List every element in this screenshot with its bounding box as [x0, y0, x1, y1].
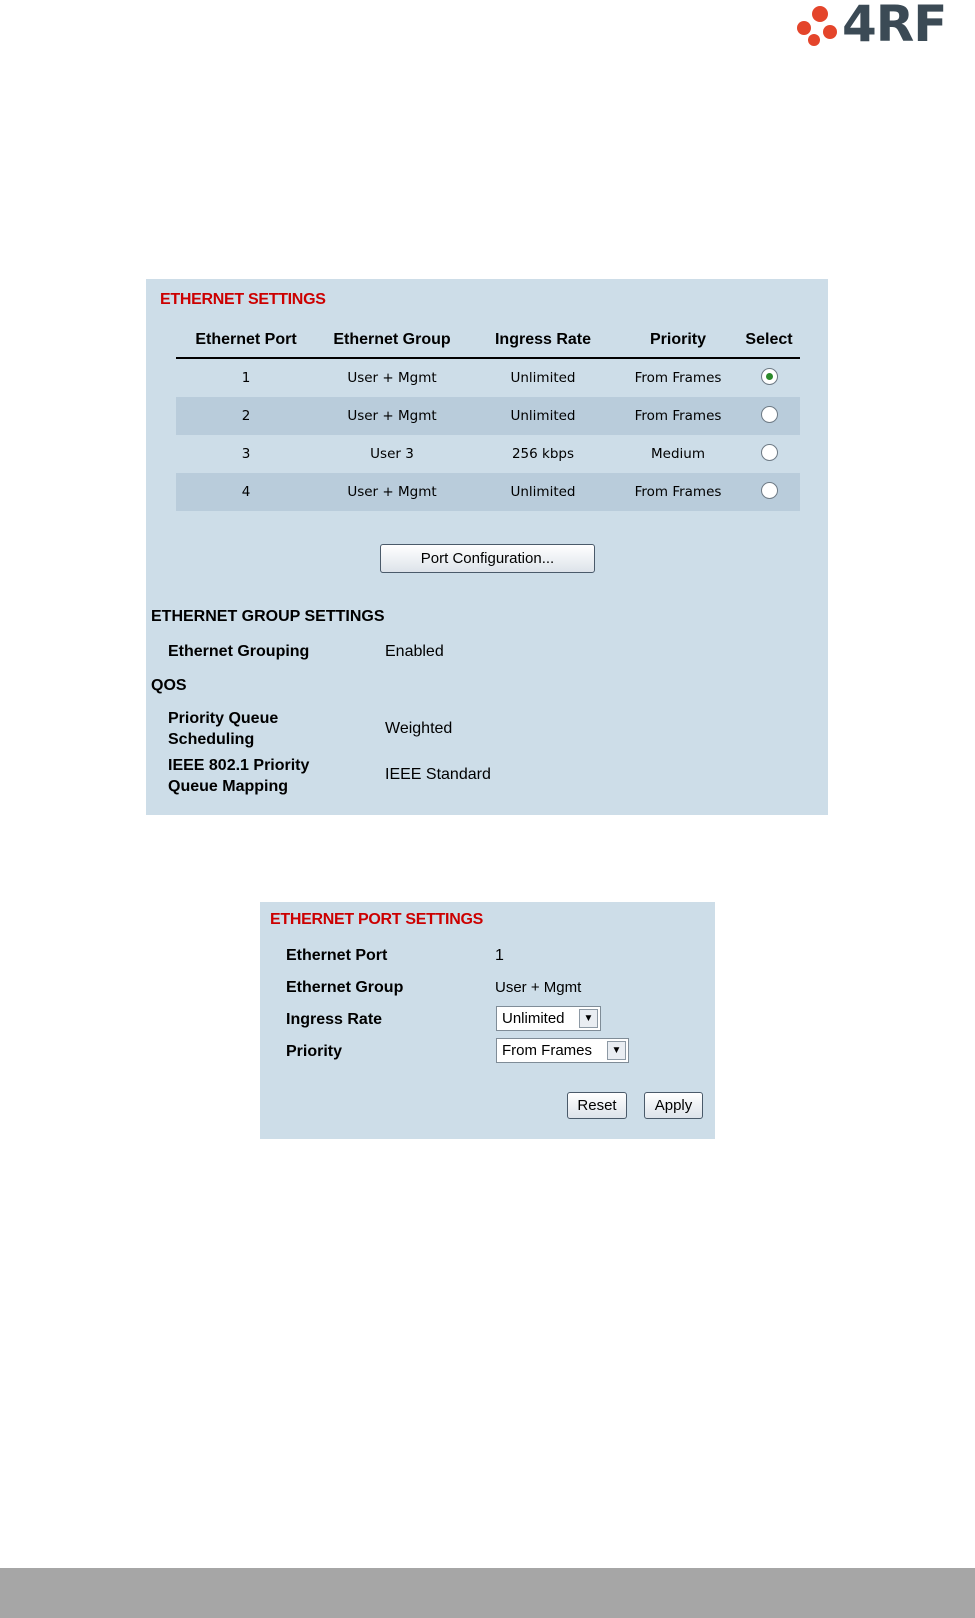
group-settings-title: ETHERNET GROUP SETTINGS: [151, 608, 385, 625]
ingress-rate-select[interactable]: [496, 1006, 601, 1031]
group-cell: User + Mgmt: [316, 473, 468, 511]
pq-label-line1: Priority Queue: [168, 710, 279, 727]
port-cell: 3: [241, 446, 251, 462]
port-value: 1: [495, 947, 504, 964]
port-cell: 2: [176, 397, 316, 435]
qos-title: QOS: [151, 677, 187, 694]
table-row[interactable]: [176, 435, 800, 473]
col-priority: Priority: [618, 323, 738, 358]
priority-label: Priority: [286, 1043, 343, 1060]
ingress-rate-selected: Unlimited: [502, 1010, 565, 1027]
logo-text: 4RF: [842, 0, 947, 53]
reset-button[interactable]: Reset: [567, 1092, 627, 1119]
priority-select[interactable]: [496, 1038, 629, 1063]
priority-cell: Medium: [651, 446, 705, 462]
map-label-line2: Queue Mapping: [168, 778, 288, 795]
table-row[interactable]: [176, 473, 800, 511]
port-settings-title: ETHERNET PORT SETTINGS: [270, 911, 483, 928]
col-select: Select: [738, 323, 800, 358]
chevron-down-icon[interactable]: ▼: [579, 1009, 598, 1028]
queue-mapping-label: [168, 755, 309, 797]
select-radio-port-2[interactable]: [761, 406, 778, 423]
select-radio-port-1[interactable]: [761, 368, 778, 385]
ethernet-ports-table: [176, 323, 800, 511]
group-cell: User + Mgmt: [347, 370, 437, 386]
table-row[interactable]: [176, 358, 800, 397]
group-label: Ethernet Group: [286, 979, 404, 996]
ingress-cell: 256 kbps: [511, 446, 575, 462]
queue-mapping-value: IEEE Standard: [385, 766, 491, 783]
priority-cell: From Frames: [618, 397, 738, 435]
group-value: User + Mgmt: [495, 979, 582, 996]
ethernet-grouping-value: Enabled: [385, 643, 444, 660]
port-cell: 4: [176, 473, 316, 511]
priority-selected: From Frames: [502, 1042, 592, 1059]
ethernet-port-settings-panel: [260, 902, 715, 1139]
apply-button[interactable]: Apply: [644, 1092, 703, 1119]
priority-queue-scheduling-label: [168, 708, 278, 750]
ingress-cell: Unlimited: [468, 473, 618, 511]
port-configuration-button[interactable]: Port Configuration...: [380, 544, 595, 573]
map-label-line1: IEEE 802.1 Priority: [168, 757, 310, 774]
ingress-rate-label: Ingress Rate: [286, 1011, 383, 1028]
col-ethernet-port: Ethernet Port: [176, 323, 316, 358]
ingress-cell: Unlimited: [510, 370, 576, 386]
group-cell: User + Mgmt: [316, 397, 468, 435]
priority-cell: From Frames: [618, 473, 738, 511]
pq-label-line2: Scheduling: [168, 731, 255, 748]
port-cell: 1: [241, 370, 251, 386]
ethernet-grouping-label: Ethernet Grouping: [168, 643, 310, 660]
select-radio-port-4[interactable]: [761, 482, 778, 499]
col-ethernet-group: Ethernet Group: [316, 323, 468, 358]
table-row[interactable]: [176, 397, 800, 435]
footer-bar: [0, 1568, 975, 1618]
port-label: Ethernet Port: [286, 947, 388, 964]
priority-cell: From Frames: [634, 370, 722, 386]
select-radio-port-3[interactable]: [761, 444, 778, 461]
col-ingress-rate: Ingress Rate: [468, 323, 618, 358]
ingress-cell: Unlimited: [468, 397, 618, 435]
ethernet-settings-title: ETHERNET SETTINGS: [160, 291, 326, 308]
chevron-down-icon[interactable]: ▼: [607, 1041, 626, 1060]
priority-queue-scheduling-value: Weighted: [385, 720, 453, 737]
group-cell: User 3: [370, 446, 414, 462]
ethernet-settings-panel: [146, 279, 828, 815]
